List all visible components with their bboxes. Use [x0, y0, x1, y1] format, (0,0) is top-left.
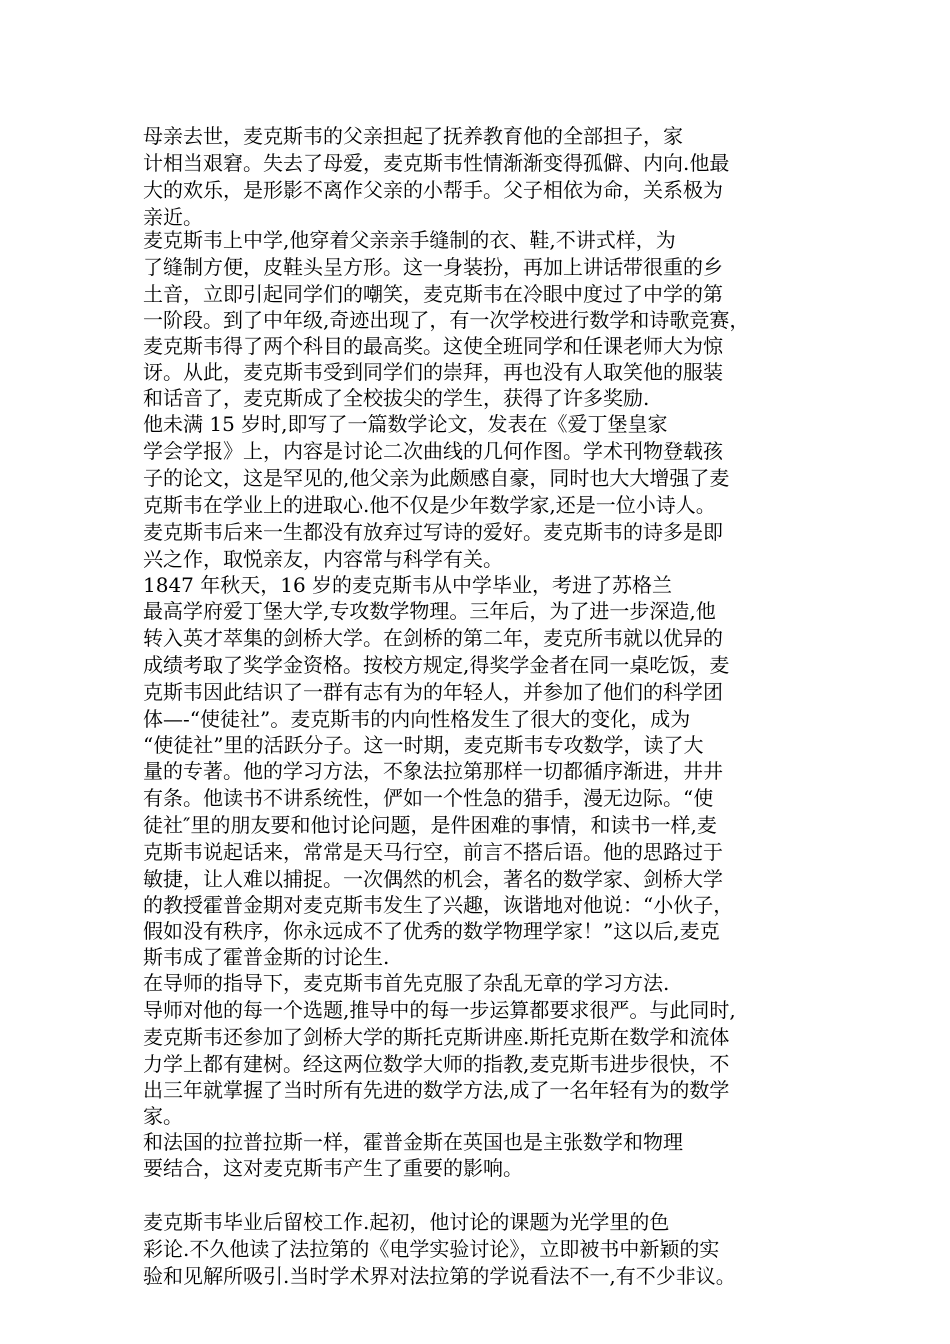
text-line: 克斯韦因此结识了一群有志有为的年轻人，并参加了他们的科学团: [143, 680, 723, 704]
text-line: 大的欢乐，是形影不离作父亲的小帮手。父子相依为命，关系极为: [143, 178, 723, 202]
text-line: 转入英才萃集的剑桥大学。在剑桥的第二年，麦克所韦就以优异的: [143, 626, 723, 650]
text-line: 出三年就掌握了当时所有先进的数学方法,成了一名年轻有为的数学: [143, 1078, 730, 1102]
text-line: 最高学府爱丁堡大学,专攻数学物理。三年后，为了进一步深造,他: [143, 599, 716, 623]
text-line: 的教授霍普金期对麦克斯韦发生了兴趣，诙谐地对他说：“小伙子，: [143, 893, 734, 917]
text-line: 彩论.不久他读了法拉第的《电学实验讨论》，立即被书中新颖的实: [143, 1237, 720, 1261]
text-line: 在导师的指导下，麦克斯韦首先克服了杂乱无章的学习方法.: [143, 971, 670, 995]
text-line: 麦克斯韦上中学,他穿着父亲亲手缝制的衣、鞋,不讲式样，为: [143, 228, 676, 252]
text-line: 麦克斯韦还参加了剑桥大学的斯托克斯讲座.斯托克斯在数学和流体: [143, 1025, 730, 1049]
text-line: 母亲去世，麦克斯韦的父亲担起了抚养教育他的全部担子，家: [143, 124, 683, 148]
text-line: 量的专著。他的学习方法，不象法拉第那样一切都循序渐进，井井: [143, 759, 723, 783]
text-line: 1847 年秋天，16 岁的麦克斯韦从中学毕业，考进了苏格兰: [143, 573, 673, 597]
text-line: 兴之作，取悦亲友，内容常与科学有关。: [143, 547, 503, 571]
text-line: 学会学报》上，内容是讨论二次曲线的几何作图。学术刊物登载孩: [143, 439, 723, 463]
text-line: 假如没有秩序，你永远成不了优秀的数学物理学家！”这以后,麦克: [143, 919, 720, 943]
text-line: 家。: [143, 1104, 183, 1128]
text-line: 克斯韦在学业上的进取心.他不仅是少年数学家,还是一位小诗人。: [143, 493, 716, 517]
text-line: 麦克斯韦后来一生都没有放弃过写诗的爱好。麦克斯韦的诗多是即: [143, 520, 723, 544]
text-line: 和话音了，麦克斯成了全校拔尖的学生，获得了许多奖励.: [143, 386, 650, 410]
text-line: 土音，立即引起同学们的嘲笑，麦克斯韦在冷眼中度过了中学的第: [143, 282, 723, 306]
text-line: 他未满 15 岁时,即写了一篇数学论文，发表在《爱丁堡皇家: [143, 412, 668, 436]
text-line: 斯韦成了霍普金斯的讨论生.: [143, 945, 390, 969]
text-line: 亲近。: [143, 205, 203, 229]
text-line: 徒社″里的朋友要和他讨论问题，是件困难的事情，和读书一样,麦: [143, 813, 717, 837]
text-line: 克斯韦说起话来，常常是天马行空，前言不搭后语。他的思路过于: [143, 840, 723, 864]
text-line: 和法国的拉普拉斯一样，霍普金斯在英国也是主张数学和物理: [143, 1130, 683, 1154]
text-line: 力学上都有建树。经这两位数学大师的指教,麦克斯韦进步很快，不: [143, 1052, 730, 1076]
text-line: 麦克斯韦得了两个科目的最高奖。这使全班同学和任课老师大为惊: [143, 334, 723, 358]
text-line: 敏捷，让人难以捕捉。一次偶然的机会，著名的数学家、剑桥大学: [143, 867, 723, 891]
text-line: 了缝制方便，皮鞋头呈方形。这一身装扮，再加上讲话带很重的乡: [143, 255, 723, 279]
text-line: 要结合，这对麦克斯韦产生了重要的影响。: [143, 1156, 523, 1180]
text-line: 讶。从此，麦克斯韦受到同学们的崇拜，再也没有人取笑他的服装: [143, 360, 723, 384]
text-line: 一阶段。到了中年级,奇迹出现了，有一次学校进行数学和诗歌竞赛，: [143, 308, 750, 332]
text-line: 成绩考取了奖学金资格。按校方规定,得奖学金者在同一桌吃饭，麦: [143, 653, 730, 677]
text-line: 计相当艰窘。失去了母爱，麦克斯韦性情渐渐变得孤僻、内向.他最: [143, 151, 730, 175]
text-line: 子的论文，这是罕见的,他父亲为此颇感自豪，同时也大大增强了麦: [143, 466, 730, 490]
text-line: 导师对他的每一个选题,推导中的每一步运算都要求很严。与此同时,: [143, 998, 736, 1022]
text-line: 有条。他读书不讲系统性，俨如一个性急的猎手，漫无边际。“使: [143, 786, 714, 810]
text-line: “使徒社”里的活跃分子。这一时期，麦克斯韦专攻数学，读了大: [143, 733, 704, 757]
text-line: 麦克斯韦毕业后留校工作.起初，他讨论的课题为光学里的色: [143, 1210, 670, 1234]
text-line: 验和见解所吸引.当时学术界对法拉第的学说看法不一,有不少非议。: [143, 1264, 736, 1288]
text-line: 体—-“使徒社”。麦克斯韦的内向性格发生了很大的变化，成为: [143, 707, 691, 731]
